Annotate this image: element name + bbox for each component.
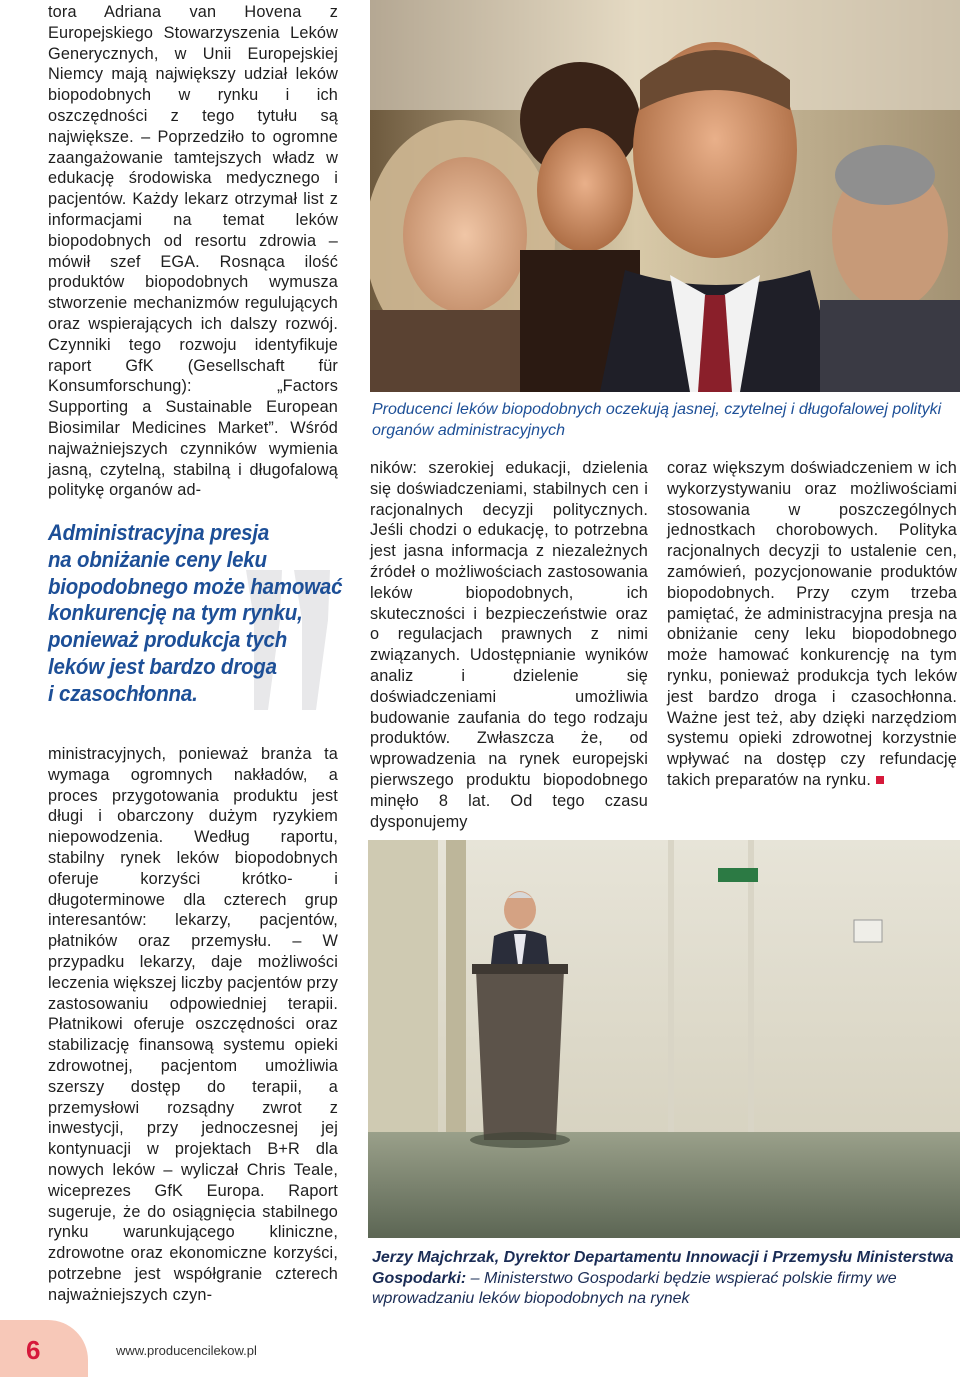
speaker-photo xyxy=(368,840,960,1238)
caption-speaker-name: Jerzy Majchrzak, Dyrektor Departamentu Innowacji i Przemysłu Ministerstwa Gospodarki: xyxy=(372,1249,954,1287)
paragraph-text: coraz większym doświadczeniem w ich wykorzystywaniu oraz możliwościami stosowania w poszczególnych jednostkach chorobowych. Polityka racjonalnych decyzji to ustalenie cen, zamówień, pozycjonowanie produktów biopodobnych. Przy czym trzeba pamiętać, że administracyjna presja na obniżanie ceny leku biopodobnego może hamować konkurencję na tym rynku, ponieważ produkcja tych leków jest bardzo droga i czasochłonna. Ważne jest też, aby dzięki narzędziom systemu opieki zdrowotnej korzystnie wpływać na dostęp czy refundację takich preparatów na rynku. xyxy=(667,459,957,789)
pull-quote xyxy=(48,520,343,708)
page-number-tab xyxy=(0,1320,88,1377)
article-column-1-top xyxy=(48,2,338,501)
paragraph: tora Adriana van Hovena z Europejskiego Stowarzyszenia Leków Generycznych, w Unii Europejskiej Niemcy mają największy udział leków biopodobnych w rynku i ich oszczędności z tego tytułu są największe. – Poprzedziło to ogromne zaangażowanie tamtejszych władz w edukację środowiska medycznego i pacjentów. Każdy lekarz otrzymał list z informacjami na temat leków biopodobnych od resortu zdrowia – mówił szef EGA. Rosnąca ilość produktów biopodobnych wymusza stworzenie mechanizmów regulujących oraz wspierających ich dalszy rozwój. Czynniki tego rozwoju identyfikuje raport GfK (Gesellschaft für Konsumforschung): „Factors Supporting a Sustainable European Biosimilar Medicines Market”. Wśród najważniejszych czynników wymienia jasną, czytelną, stabilną i długofalową politykę organów ad- xyxy=(48,3,338,500)
pull-quote-line: ponieważ produkcja tych xyxy=(48,627,288,653)
article-column-3 xyxy=(667,458,957,791)
article-column-1-bottom xyxy=(48,744,338,1306)
paragraph: ników: szerokiej edukacji, dzielenia się doświadczeniami, stabilnych cen i racjonalnych decyzji politycznych. Jeśli chodzi o edukację, to potrzebna jest jasna informacja z niezależnych źródeł o możliwościach zastosowania leków biopodobnych, ich skuteczności i bezpieczeństwie oraz o regulacjach prawnych z nimi związanych. Udostępnianie wyników analiz i dzielenie się doświadczeniami umożliwia budowanie zaufania do tego rodzaju produktów. Zwłaszcza że, od wprowadzenia na rynek europejski pierwszego produktu biopodobnego minęło 8 lat. Od tego czasu dysponujemy xyxy=(370,459,648,831)
pull-quote-line: Administracyjna presja xyxy=(48,520,270,545)
photo-caption-top: Producenci leków biopodobnych oczekują jasnej, czytelnej i długofalowej polityki organów administracyjnych xyxy=(372,401,942,439)
photo-caption-bottom xyxy=(372,1248,958,1310)
article-column-2 xyxy=(370,458,648,832)
pull-quote-line: na obniżanie ceny leku xyxy=(48,546,267,572)
pull-quote-line: leków jest bardzo droga xyxy=(48,653,277,679)
paragraph: ministracyjnych, ponieważ branża ta wymaga ogromnych nakładów, a proces przygotowania produktu jest długi i obarczony dużym ryzykiem niepowodzenia. Według raportu, stabilny rynek leków biopodobnych oferuje korzyści krótko- i długoterminowe dla czterech grup interesantów: lekarzy, pacjentów, płatników oraz przemysłu. – W przypadku lekarzy, daje możliwości leczenia większej liczby pacjentów przy zastosowaniu odpowiedniej terapii. Płatnikowi oferuje oszczędności oraz stabilizację finansową systemu opieki zdrowotnej, pacjentom umożliwia szerszy dostęp do terapii, a przemysłowi rozsądny zwrot z inwestycji, przy jednoczesnej jej kontynuacji w projektach B+R dla nowych leków – wyliczał Chris Teale, wiceprezes GfK Europa. Raport sugeruje, że do osiągnięcia stabilnego rynku warunkującego kliniczne, zdrowotne oraz ekonomiczne korzyści, potrzebne jest współgranie czterech najważniejszych czyn- xyxy=(48,745,338,1304)
page-number: 6 xyxy=(26,1335,41,1365)
website-url[interactable]: www.producencilekow.pl xyxy=(116,1343,257,1358)
audience-photo xyxy=(370,0,960,392)
pull-quote-line: biopodobnego może hamować xyxy=(48,573,343,599)
end-of-article-icon xyxy=(876,776,884,784)
pull-quote-line: konkurencję na tym rynku, xyxy=(48,600,303,626)
pull-quote-line: i czasochłonna. xyxy=(48,680,198,706)
paragraph xyxy=(667,458,957,791)
caption-quote: – Ministerstwo Gospodarki będzie wspierać polskie firmy we wprowadzaniu leków biopodobnych na rynek xyxy=(372,1269,897,1307)
